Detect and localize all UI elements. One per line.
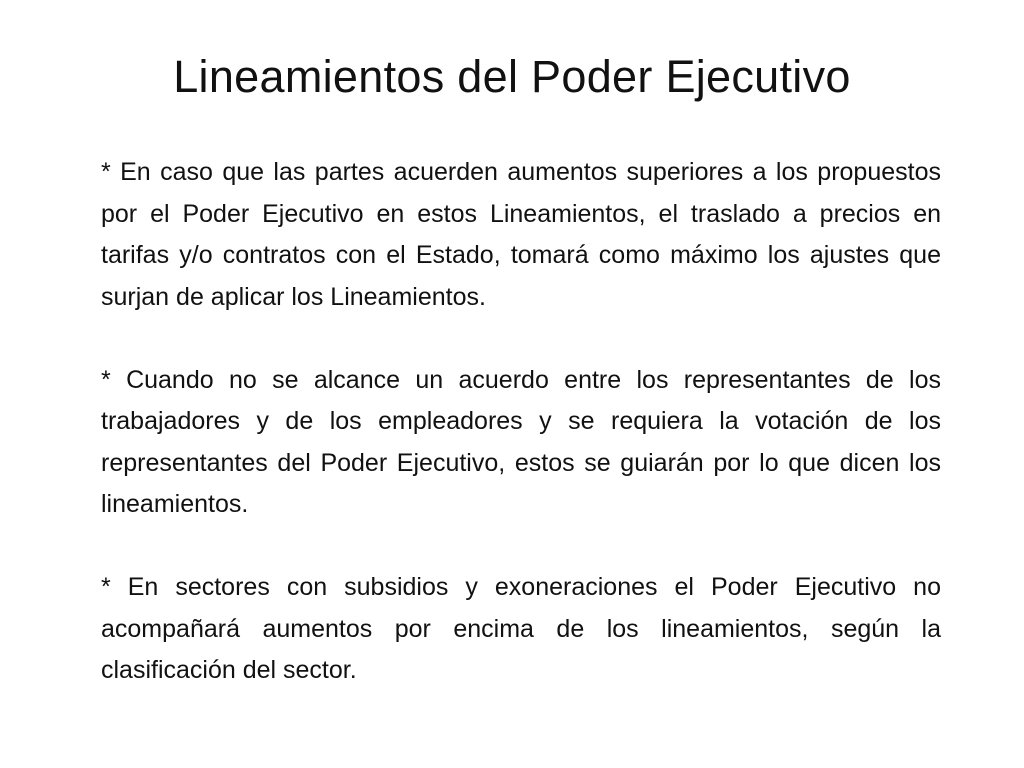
paragraph-subsidios: * En sectores con subsidios y exoneraciones el Poder Ejecutivo no acompañará aumentos por encima de los lineamientos, según la clasificación del sector. <box>101 573 941 684</box>
slide-title: Lineamientos del Poder Ejecutivo <box>173 51 851 102</box>
paragraph-traslado-precios: * En caso que las partes acuerden aumentos superiores a los propuestos por el Poder Ejecutivo en estos Lineamientos, el traslado a precios en tarifas y/o contratos con el Estado, tomará como máximo los ajustes que surjan de aplicar los Lineamientos. <box>101 158 941 311</box>
slide-body <box>101 152 941 692</box>
paragraph-votacion: * Cuando no se alcance un acuerdo entre los representantes de los trabajadores y de los empleadores y se requiera la votación de los representantes del Poder Ejecutivo, estos se guiarán por lo que dicen los lineamientos. <box>101 365 941 518</box>
